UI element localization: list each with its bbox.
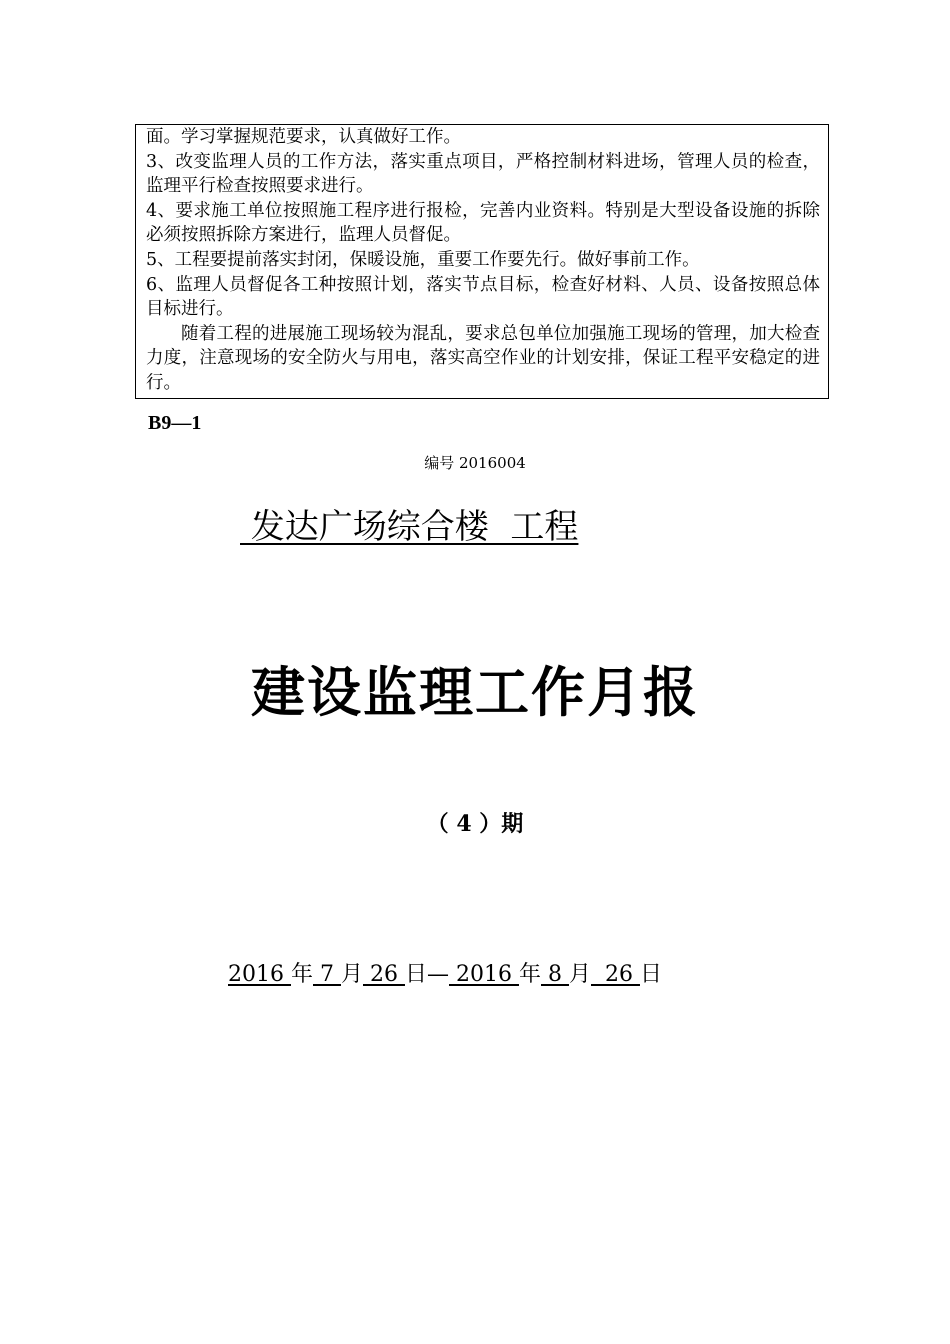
notes-item-4: 4、要求施工单位按照施工程序进行报检，完善内业资料。特别是大型设备设施的拆除必须按照拆除方案进行，监理人员督促。 xyxy=(146,200,820,246)
report-period xyxy=(228,957,662,988)
day-label: 日 xyxy=(639,962,662,987)
month-label: 月 xyxy=(568,962,591,987)
period-separator: — xyxy=(427,962,449,987)
year-label: 年 xyxy=(518,962,541,987)
notes-line-1: 面。学习掌握规范要求，认真做好工作。 xyxy=(146,127,461,147)
report-main-title: 建设监理工作月报 xyxy=(251,660,699,724)
period-end-month: 8 xyxy=(541,962,569,987)
period-start-month: 7 xyxy=(313,962,341,987)
notes-item-6: 6、监理人员督促各工种按照计划，落实节点目标，检查好材料、人员、设备按照总体目标进行。 xyxy=(146,274,820,320)
period-start-year: 2016 xyxy=(228,962,291,987)
period-start-day: 26 xyxy=(363,962,405,987)
notes-item-3: 3、改变监理人员的工作方法，落实重点项目，严格控制材料进场，管理人员的检查，监理平行检查按照要求进行。 xyxy=(146,151,820,197)
notes-item-5: 5、工程要提前落实封闭，保暖设施，重要工作要先行。做好事前工作。 xyxy=(146,249,700,270)
serial-number: 编号 2016004 xyxy=(424,454,526,472)
work-notes-box xyxy=(135,124,829,399)
issue-number: （ 4 ）期 xyxy=(426,811,524,837)
year-label: 年 xyxy=(290,962,313,987)
period-end-day: 26 xyxy=(591,962,640,987)
day-label: 日 xyxy=(404,962,427,987)
month-label: 月 xyxy=(340,962,363,987)
notes-summary: 随着工程的进展施工现场较为混乱，要求总包单位加强施工现场的管理，加大检查力度，注意现场的安全防火与用电，落实高空作业的计划安排，保证工程平安稳定的进行。 xyxy=(146,323,820,393)
form-code: B9—1 xyxy=(148,412,202,434)
period-end-year: 2016 xyxy=(449,962,519,987)
project-title: 发达广场综合楼 工程 xyxy=(240,507,579,547)
